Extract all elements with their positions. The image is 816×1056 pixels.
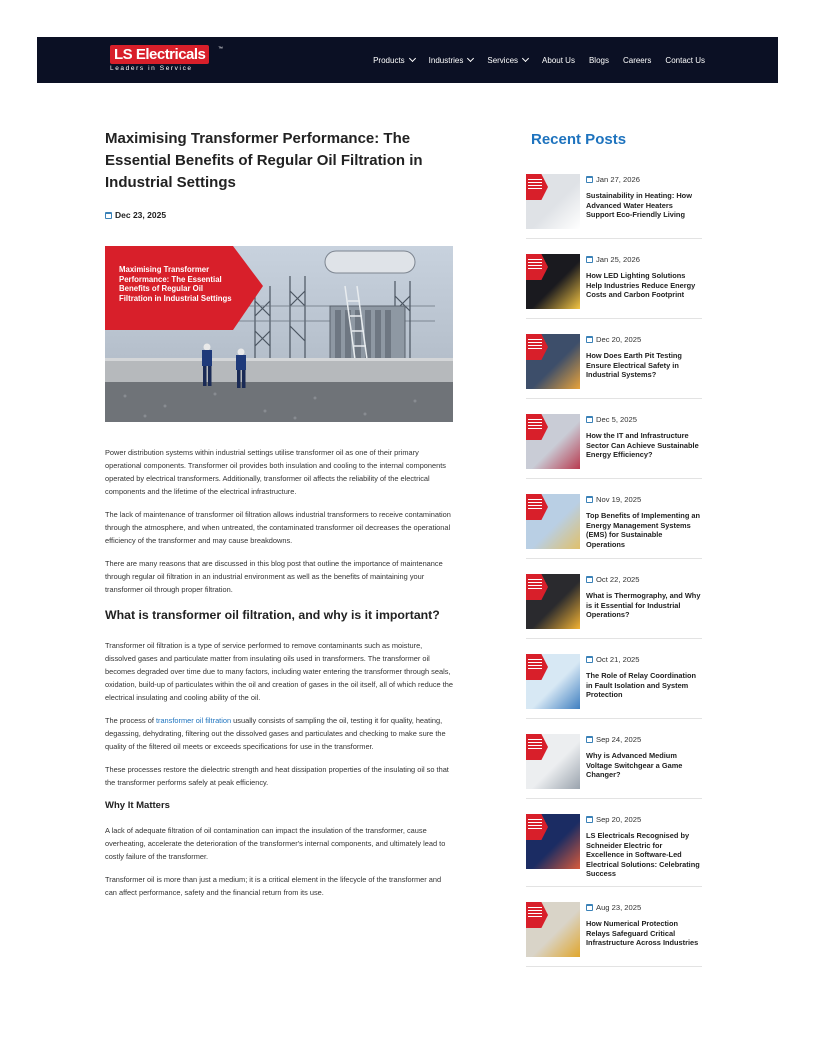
calendar-icon [586, 496, 593, 503]
recent-post-item[interactable] [526, 412, 702, 479]
post-thumbnail[interactable] [526, 254, 580, 309]
article-body [105, 446, 453, 899]
article [105, 128, 453, 909]
post-thumbnail[interactable] [526, 174, 580, 229]
calendar-icon [586, 256, 593, 263]
subsection-heading: Why It Matters [105, 800, 170, 811]
article-date-text: Dec 23, 2025 [115, 210, 167, 220]
post-date-text: Jan 27, 2026 [596, 175, 640, 184]
thumbnail-banner [526, 902, 548, 928]
nav-item-careers[interactable] [623, 56, 651, 65]
post-thumbnail[interactable] [526, 654, 580, 709]
main-nav [373, 37, 705, 83]
post-date-text: Dec 5, 2025 [596, 415, 637, 424]
paragraph: Power distribution systems within industrial settings utilise transformer oil as one of their primary operational components. Transformer oil provides both insulation and cooling to the internal components operated by electrical transformers. Additionally, transformer oil affects the reliability of the electrical components and the lifetime of the electrical infrastructure. [105, 448, 446, 496]
thumbnail-banner [526, 174, 548, 200]
nav-item-products[interactable] [373, 56, 415, 65]
post-date [586, 492, 702, 505]
post-date [586, 172, 702, 185]
chevron-down-icon [522, 55, 529, 62]
transformer-oil-filtration-link[interactable]: transformer oil filtration [155, 716, 232, 725]
post-date-text: Nov 19, 2025 [596, 495, 642, 504]
hero-caption: Maximising Transformer Performance: The Essential Benefits of Regular Oil Filtration in Industrial Settings [119, 265, 232, 303]
nav-item-label: About Us [542, 55, 575, 65]
site-header [37, 37, 778, 83]
post-thumbnail[interactable] [526, 734, 580, 789]
nav-item-blogs[interactable] [589, 56, 609, 65]
nav-item-industries[interactable] [429, 56, 474, 65]
post-thumbnail[interactable] [526, 574, 580, 629]
site-logo[interactable] [110, 45, 223, 73]
article-title: Maximising Transformer Performance: The Essential Benefits of Regular Oil Filtration in Industrial Settings [105, 130, 423, 191]
paragraph-text: The process of [105, 716, 156, 725]
recent-post-item[interactable] [526, 572, 702, 639]
paragraph-text: usually consists of sampling the oil, testing it for quality, heating, degassing, dehydrating, filtering out the dissolved gases and particulates and checking to make sure the quality of the filtered oil meets or exceeds specifications for use in the transformer. [105, 716, 446, 751]
post-title-link[interactable]: How Numerical Protection Relays Safeguard Critical Infrastructure Across Industries [586, 918, 699, 948]
post-title-link[interactable]: LS Electricals Recognised by Schneider Electric for Excellence in Software-Led Electrical Solutions: Celebrating Success [586, 831, 700, 879]
calendar-icon [586, 656, 593, 663]
paragraph: Transformer oil filtration is a type of service performed to remove contaminants such as moisture, dissolved gases and particulate matter from insulating oils used in transformers. The transformer oil becomes degraded over time due to many factors, including water entering the transformer through seals, oxidation, build-up of particulates within the oil and creation of gases in the oil itself, all of which reduce the electrical insulating and cooling ability of the oil. [105, 641, 453, 702]
post-date-text: Sep 20, 2025 [596, 815, 642, 824]
calendar-icon [586, 736, 593, 743]
section-heading: What is transformer oil filtration, and why is it important? [105, 608, 440, 622]
thumbnail-banner [526, 734, 548, 760]
nav-item-label: Blogs [588, 55, 609, 65]
nav-item-label: Careers [622, 55, 652, 65]
recent-post-item[interactable] [526, 732, 702, 799]
post-thumbnail[interactable] [526, 334, 580, 389]
nav-item-label: Services [487, 55, 519, 65]
thumbnail-banner [526, 494, 548, 520]
post-title-link[interactable]: How Does Earth Pit Testing Ensure Electrical Safety in Industrial Systems? [586, 351, 682, 380]
paragraph: A lack of adequate filtration of oil contamination can impact the insulation of the transformer, cause overheating, accelerate the deterioration of the transformer's internal components, and ultimately lead to costly failure of the transformer. [105, 826, 446, 861]
calendar-icon [586, 416, 593, 423]
recent-posts-heading: Recent Posts [531, 131, 627, 148]
paragraph [105, 714, 453, 753]
recent-post-item[interactable] [526, 652, 702, 719]
nav-item-contact-us[interactable] [665, 56, 705, 65]
paragraph: There are many reasons that are discussed in this blog post that outline the importance of maintenance through regular oil filtration in an industrial environment as well as the benefits of maintaining your transformer oil through proper filtration. [105, 559, 443, 594]
post-thumbnail[interactable] [526, 902, 580, 957]
post-date [586, 900, 702, 913]
post-title-link[interactable]: Sustainability in Heating: How Advanced Water Heaters Support Eco-Friendly Living [586, 191, 692, 220]
post-title-link[interactable]: How LED Lighting Solutions Help Industries Reduce Energy Costs and Carbon Footprint [586, 271, 696, 300]
calendar-icon [586, 816, 593, 823]
chevron-down-icon [409, 55, 416, 62]
nav-item-label: Industries [428, 55, 464, 65]
post-date [586, 732, 702, 745]
calendar-icon [586, 176, 593, 183]
calendar-icon [586, 576, 593, 583]
recent-post-item[interactable] [526, 332, 702, 399]
thumbnail-banner [526, 814, 548, 840]
post-title-link[interactable]: What is Thermography, and Why is it Essential for Industrial Operations? [586, 591, 701, 620]
recent-post-item[interactable] [526, 812, 702, 887]
post-date [586, 652, 702, 665]
logo-tagline: Leaders in Service [110, 65, 193, 72]
post-thumbnail[interactable] [526, 414, 580, 469]
post-date-text: Dec 20, 2025 [596, 335, 642, 344]
post-title-link[interactable]: How the IT and Infrastructure Sector Can Achieve Sustainable Energy Efficiency? [586, 431, 699, 460]
calendar-icon [586, 336, 593, 343]
post-date [586, 412, 702, 425]
thumbnail-banner [526, 414, 548, 440]
nav-item-label: Contact Us [665, 55, 705, 65]
paragraph: These processes restore the dielectric strength and heat dissipation properties of the insulating oil so that the transformer performs safely at peak efficiency. [105, 765, 449, 787]
post-date-text: Jan 25, 2026 [596, 255, 640, 264]
logo-wordmark: LS Electricals [110, 45, 209, 64]
chevron-down-icon [467, 55, 474, 62]
recent-posts-list [526, 172, 702, 980]
thumbnail-banner [526, 334, 548, 360]
post-title-link[interactable]: Why is Advanced Medium Voltage Switchgear a Game Changer? [586, 751, 683, 780]
nav-item-services[interactable] [487, 56, 528, 65]
thumbnail-banner [526, 654, 548, 680]
paragraph: Transformer oil is more than just a medium; it is a critical element in the lifecycle of the transformer and can affect performance, safety and the financial return from its use. [105, 875, 442, 897]
post-title-link[interactable]: Top Benefits of Implementing an Energy Management Systems (EMS) for Sustainable Operations [586, 511, 701, 549]
post-title-link[interactable]: The Role of Relay Coordination in Fault Isolation and System Protection [586, 671, 697, 700]
logo-trademark: ™ [218, 46, 223, 52]
nav-item-about-us[interactable] [542, 56, 575, 65]
post-thumbnail[interactable] [526, 814, 580, 869]
post-date-text: Sep 24, 2025 [596, 735, 642, 744]
calendar-icon [105, 212, 112, 219]
calendar-icon [586, 904, 593, 911]
recent-post-item[interactable] [526, 492, 702, 559]
post-date-text: Aug 23, 2025 [596, 902, 642, 912]
paragraph: The lack of maintenance of transformer oil filtration allows industrial transformers to receive contamination through the atmosphere, and when untreated, the contaminated transformer oil decreases the operational efficiency of the transformer and may cause breakdowns. [105, 510, 451, 545]
recent-post-item[interactable] [526, 172, 702, 239]
post-thumbnail[interactable] [526, 494, 580, 549]
nav-item-label: Products [373, 55, 405, 65]
article-date [105, 210, 453, 220]
recent-post-item[interactable] [526, 900, 702, 967]
hero-image [105, 246, 453, 422]
recent-post-item[interactable] [526, 252, 702, 319]
thumbnail-banner [526, 254, 548, 280]
post-date [586, 572, 702, 585]
post-date [586, 812, 702, 825]
post-date [586, 332, 702, 345]
post-date [586, 252, 702, 265]
thumbnail-banner [526, 574, 548, 600]
post-date-text: Oct 21, 2025 [596, 655, 640, 664]
post-date-text: Oct 22, 2025 [596, 575, 640, 584]
